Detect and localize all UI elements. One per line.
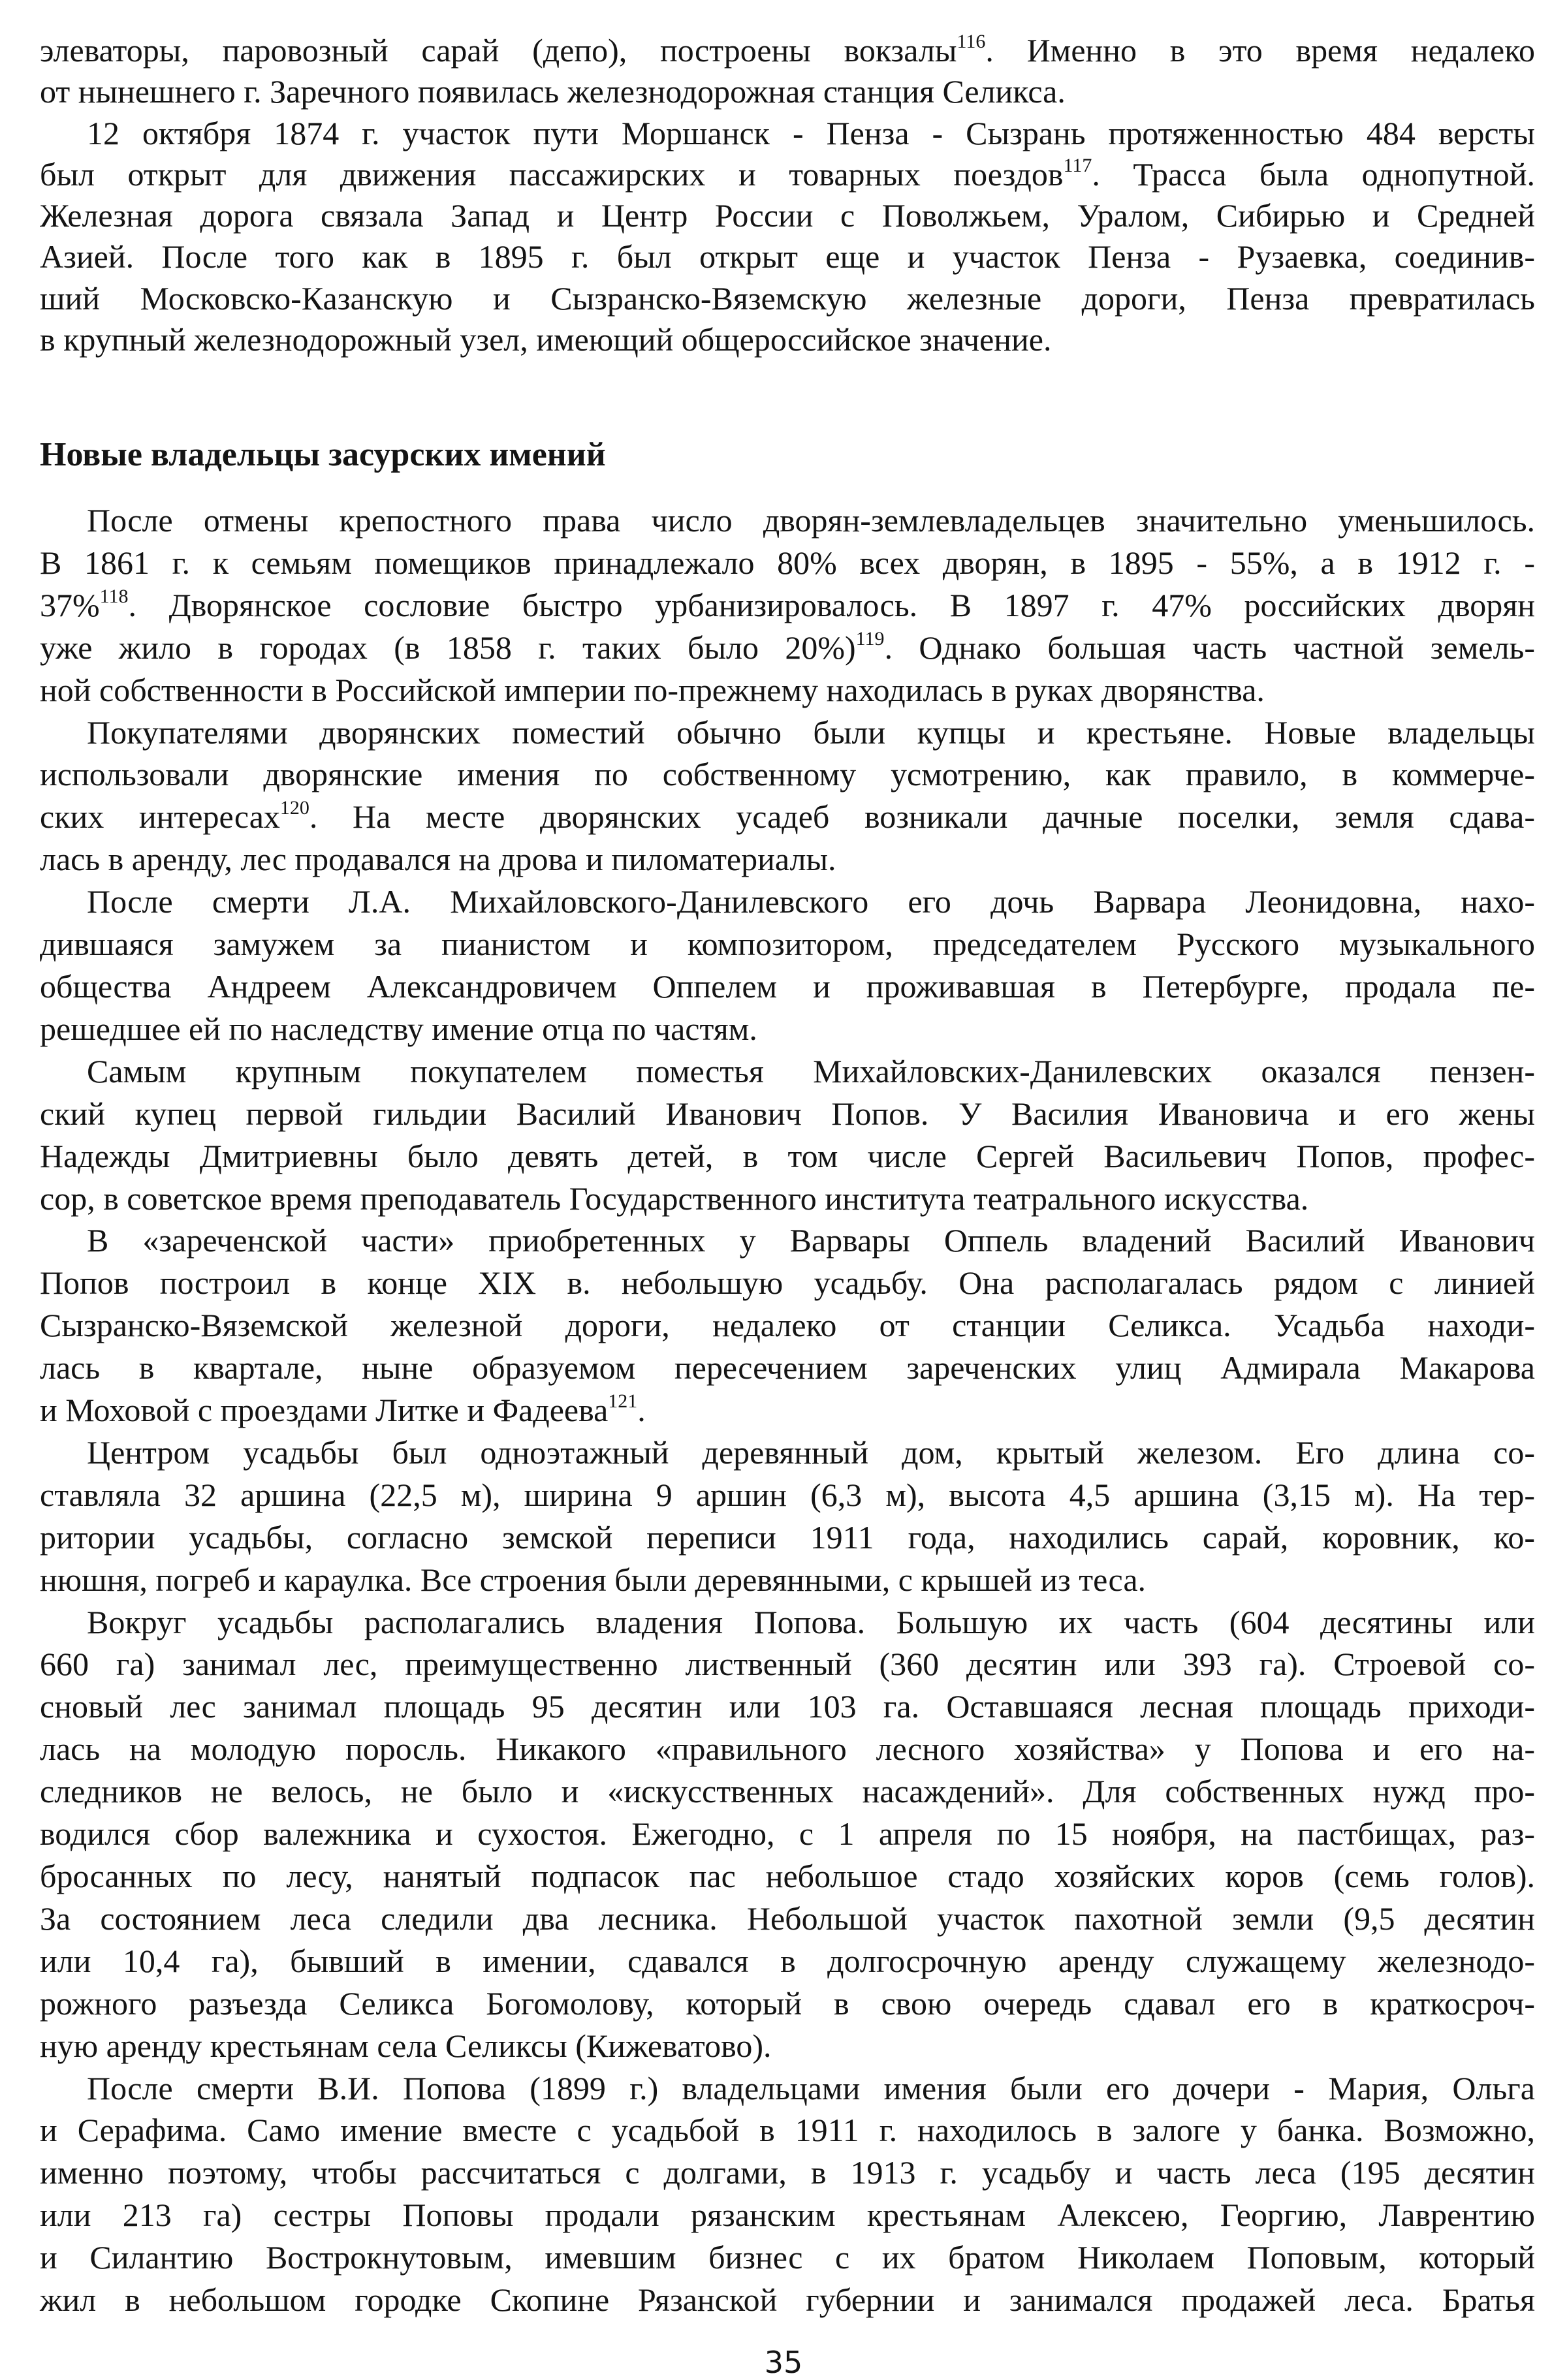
text-line	[40, 923, 1535, 965]
text-line	[40, 669, 1535, 712]
text-segment: . Однако большая часть частной земель-	[884, 629, 1535, 666]
text-segment: ставляла 32 аршина (22,5 м), ширина 9 аршин (6,3 м), высота 4,5 аршина (3,15 м). На тер-	[40, 1476, 1535, 1513]
text-segment: и Серафима. Само имение вместе с усадьбой в 1911 г. находилось в залоге у банка. Возможно,	[40, 2112, 1535, 2149]
text-segment: бросанных по лесу, нанятый подпасок пас небольшое стадо хозяйских коров (семь голов).	[40, 1858, 1535, 1894]
text-line	[40, 1474, 1535, 1516]
page-number: 35	[764, 2345, 803, 2380]
text-segment: или 213 га) сестры Поповы продали рязанским крестьянам Алексею, Георгию, Лаврентию	[40, 2197, 1535, 2234]
text-line	[40, 838, 1535, 881]
text-segment: После смерти В.И. Попова (1899 г.) владельцами имения были его дочери - Мария, Ольга	[87, 2069, 1535, 2106]
text-segment: . Дворянское сословие быстро урбанизировалось. В 1897 г. 47% российских дворян	[128, 586, 1535, 623]
text-segment: После отмены крепостного права число дворян-землевладельцев значительно уменьшилось.	[87, 502, 1535, 539]
text-segment: Покупателями дворянских поместий обычно были купцы и крестьяне. Новые владельцы	[87, 713, 1535, 751]
text-line	[40, 1219, 1535, 1262]
text-line	[40, 2109, 1535, 2152]
text-line	[40, 584, 1535, 627]
text-segment: За состоянием леса следили два лесника. Небольшой участок пахотной земли (9,5 десятин	[40, 1900, 1535, 1937]
text-segment: общества Андреем Александровичем Оппелем и проживавшая в Петербурге, продала пе-	[40, 967, 1535, 1005]
text-line	[40, 236, 1535, 277]
text-line	[40, 1813, 1535, 1855]
text-segment: Попов построил в конце XIX в. небольшую усадьбу. Она располагалась рядом с линией	[40, 1264, 1535, 1302]
paragraph	[40, 2067, 1535, 2321]
text-segment: Надежды Дмитриевны было девять детей, в том числе Сергей Васильевич Попов, профес-	[40, 1137, 1535, 1174]
text-segment: ритории усадьбы, согласно земской переписи 1911 года, находились сарай, коровник, ко-	[40, 1518, 1535, 1556]
text-segment: дившаяся замужем за пианистом и композитором, председателем Русского музыкального	[40, 926, 1535, 963]
footnote-reference: 117	[1063, 154, 1092, 176]
text-segment: использовали дворянские имения по собственному усмотрению, как правило, в коммерче-	[40, 756, 1535, 793]
paragraph	[40, 1601, 1535, 2067]
text-line	[40, 154, 1535, 195]
text-segment: в крупный железнодорожный узел, имеющий общероссийское значение.	[40, 321, 1052, 358]
text-section-main	[40, 499, 1535, 2321]
text-segment: После смерти Л.А. Михайловского-Данилевского его дочь Варвара Леонидовна, нахо-	[87, 883, 1535, 920]
text-line	[40, 1347, 1535, 1389]
paragraph	[40, 499, 1535, 712]
text-segment: ную аренду крестьянам села Селиксы (Кижеватово).	[40, 2027, 772, 2064]
text-segment: элеваторы, паровозный сарай (депо), построены вокзалы	[40, 32, 957, 69]
text-segment: от нынешнего г. Заречного появилась железнодорожная станция Селикса.	[40, 73, 1066, 110]
text-line	[40, 71, 1535, 112]
text-line	[40, 753, 1535, 796]
paragraph	[40, 1050, 1535, 1220]
text-line	[40, 1559, 1535, 1601]
text-line	[40, 2067, 1535, 2110]
text-line	[40, 195, 1535, 236]
text-segment: лась на молодую поросль. Никакого «правильного лесного хозяйства» у Попова и его на-	[40, 1730, 1535, 1768]
text-segment: ских интересах	[40, 798, 280, 836]
text-line	[40, 278, 1535, 319]
text-line	[40, 796, 1535, 838]
text-line	[40, 542, 1535, 584]
text-line	[40, 1304, 1535, 1347]
text-segment: Сызранско-Вяземской железной дороги, недалеко от станции Селикса. Усадьба находи-	[40, 1307, 1535, 1344]
text-line	[40, 1728, 1535, 1770]
text-segment: Вокруг усадьбы располагались владения Попова. Большую их часть (604 десятины или	[87, 1603, 1535, 1640]
text-line	[40, 1262, 1535, 1304]
text-segment: водился сбор валежника и сухостоя. Ежегодно, с 1 апреля по 15 ноября, на пастбищах, раз-	[40, 1815, 1535, 1853]
text-line	[40, 1178, 1535, 1220]
text-segment: 660 га) занимал лес, преимущественно лиственный (360 десятин или 393 га). Строевой со-	[40, 1646, 1535, 1683]
text-segment: именно поэтому, чтобы рассчитаться с долгами, в 1913 г. усадьбу и часть леса (195 десятин	[40, 2154, 1535, 2191]
text-segment: сновый лес занимал площадь 95 десятин или 103 га. Оставшаяся лесная площадь приходи-	[40, 1688, 1535, 1725]
text-segment: Азией. После того как в 1895 г. был открыт еще и участок Пенза - Рузаевка, соединив-	[40, 238, 1535, 275]
text-segment: нюшня, погреб и караулка. Все строения были деревянными, с крышей из теса.	[40, 1561, 1147, 1598]
text-line	[40, 1008, 1535, 1050]
footnote-reference: 120	[279, 797, 309, 819]
text-segment: следников не велось, не было и «искусственных насаждений». Для собственных нужд про-	[40, 1773, 1535, 1810]
paragraph	[40, 881, 1535, 1050]
text-segment: . На месте дворянских усадеб возникали дачные поселки, земля сдава-	[309, 798, 1536, 836]
text-segment: 37%	[40, 586, 100, 623]
paragraph	[40, 30, 1535, 113]
text-segment: Центром усадьбы был одноэтажный деревянный дом, крытый железом. Его длина со-	[87, 1433, 1535, 1471]
text-segment: решедшее ей по наследству имение отца по частям.	[40, 1010, 757, 1047]
text-segment: или 10,4 га), бывший в имении, сдавался в долгосрочную аренду служащему железнодо-	[40, 1942, 1535, 1979]
text-segment: Железная дорога связала Запад и Центр России с Поволжьем, Уралом, Сибирью и Средней	[40, 197, 1535, 234]
text-line	[40, 1389, 1535, 1432]
text-line	[40, 499, 1535, 542]
text-segment: ной собственности в Российской империи по-прежнему находилась в руках дворянства.	[40, 671, 1265, 708]
text-segment: жил в небольшом городке Скопине Рязанской губернии и занимался продажей леса. Братья	[40, 2281, 1535, 2319]
text-line	[40, 113, 1535, 154]
text-segment: рожного разъезда Селикса Богомолову, который в свою очередь сдавал его в краткосроч-	[40, 1984, 1535, 2022]
text-line	[40, 2152, 1535, 2194]
text-segment: лась в квартале, ныне образуемом пересечением зареченских улиц Адмирала Макарова	[40, 1349, 1535, 1386]
paragraph	[40, 712, 1535, 881]
text-line	[40, 319, 1535, 360]
text-segment: и Моховой с проездами Литке и Фадеева	[40, 1392, 609, 1429]
text-segment: .	[637, 1392, 646, 1429]
text-segment: и Силантию Вострокнутовым, имевшим бизнес с их братом Николаем Поповым, который	[40, 2239, 1535, 2276]
text-line	[40, 1093, 1535, 1135]
text-segment: В «зареченской части» приобретенных у Варвары Оппель владений Василий Иванович	[87, 1222, 1535, 1259]
text-line	[40, 2279, 1535, 2321]
text-section-top	[40, 30, 1535, 360]
footnote-reference: 118	[99, 585, 129, 607]
section-heading: Новые владельцы засурских имений	[40, 436, 606, 474]
paragraph	[40, 1219, 1535, 1432]
text-line	[40, 1050, 1535, 1093]
text-segment: . Именно в это время недалеко	[985, 32, 1535, 69]
text-line	[40, 1135, 1535, 1178]
text-segment: Самым крупным покупателем поместья Михайловских-Данилевских оказался пензен-	[87, 1052, 1535, 1089]
text-segment: В 1861 г. к семьям помещиков принадлежало 80% всех дворян, в 1895 - 55%, а в 1912 г. -	[40, 544, 1535, 581]
text-line	[40, 965, 1535, 1008]
text-line	[40, 627, 1535, 669]
footnote-reference: 116	[957, 31, 986, 52]
footnote-reference: 121	[608, 1390, 638, 1413]
text-line	[40, 2236, 1535, 2279]
text-segment: лась в аренду, лес продавался на дрова и пиломатериалы.	[40, 841, 836, 878]
text-line	[40, 2194, 1535, 2236]
text-line	[40, 1855, 1535, 1898]
text-segment: . Трасса была однопутной.	[1092, 155, 1535, 193]
text-line	[40, 881, 1535, 923]
text-line	[40, 2025, 1535, 2067]
text-segment: был открыт для движения пассажирских и товарных поездов	[40, 155, 1064, 193]
text-segment: ский купец первой гильдии Василий Иванович Попов. У Василия Ивановича и его жены	[40, 1095, 1535, 1132]
paragraph	[40, 113, 1535, 361]
text-segment: сор, в советское время преподаватель Государственного института театрального искусства.	[40, 1180, 1309, 1217]
text-line	[40, 1643, 1535, 1685]
text-line	[40, 1516, 1535, 1559]
text-line	[40, 1685, 1535, 1728]
text-line	[40, 712, 1535, 754]
text-segment: ший Московско-Казанскую и Сызранско-Вяземскую железные дороги, Пенза превратилась	[40, 279, 1535, 317]
text-line	[40, 1770, 1535, 1813]
text-line	[40, 1432, 1535, 1474]
text-segment: 12 октября 1874 г. участок пути Моршанск - Пенза - Сызрань протяженностью 484 версты	[87, 114, 1535, 151]
text-segment: уже жило в городах (в 1858 г. таких было 20%)	[40, 629, 856, 666]
footnote-reference: 119	[855, 627, 885, 650]
text-line	[40, 1940, 1535, 1982]
text-line	[40, 1898, 1535, 1940]
text-line	[40, 1982, 1535, 2025]
paragraph	[40, 1432, 1535, 1601]
text-line	[40, 30, 1535, 71]
text-line	[40, 1601, 1535, 1644]
